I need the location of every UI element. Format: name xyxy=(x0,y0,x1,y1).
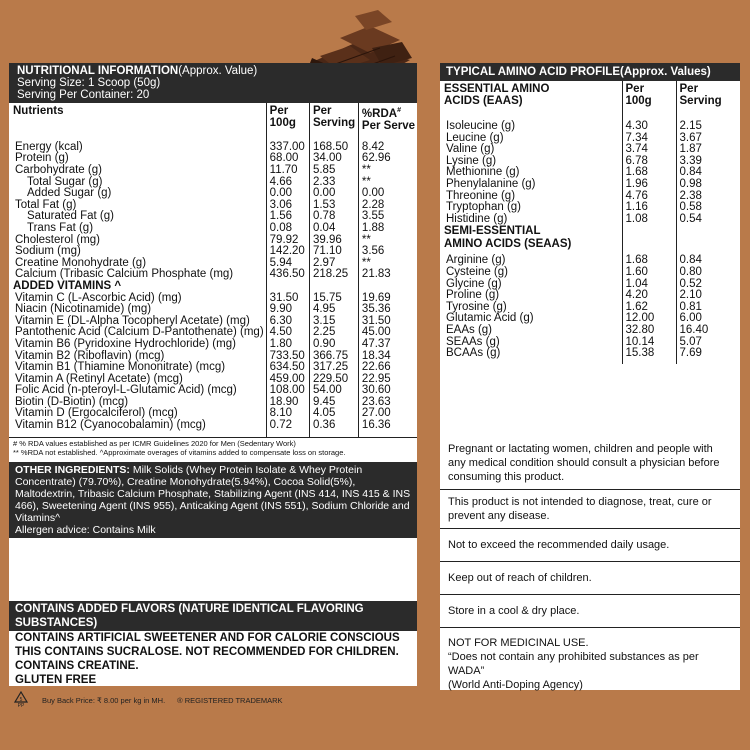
row-value-serving: 4.05 xyxy=(309,408,358,420)
ingredients-label: OTHER INGREDIENTS: xyxy=(15,463,130,476)
row-label: Tyrosine (g) xyxy=(446,300,507,313)
row-label: Vitamin B6 (Pyridoxine Hydrochloride) (mg) xyxy=(15,337,236,350)
row-value-serving: 15.75 xyxy=(309,293,358,305)
table-row xyxy=(9,304,417,316)
row-value-serving: 16.40 xyxy=(676,325,740,337)
row-label: Biotin (D-Biotin) (mcg) xyxy=(15,395,129,408)
row-value-rda: 62.96 xyxy=(358,153,417,165)
row-value-serving: 3.15 xyxy=(309,316,358,328)
row-label: Valine (g) xyxy=(446,143,495,156)
row-value-rda: 2.28 xyxy=(358,200,417,212)
claims-box xyxy=(9,600,417,686)
table-row xyxy=(440,290,740,302)
row-value-serving: 7.69 xyxy=(676,348,740,360)
row-value-rda: ** xyxy=(358,258,417,270)
row-value-rda: 3.56 xyxy=(358,246,417,258)
row-value-serving: 0.81 xyxy=(676,302,740,314)
row-value-serving: 218.25 xyxy=(309,269,358,281)
row-value-serving: 4.95 xyxy=(309,304,358,316)
row-value-serving: 2.38 xyxy=(676,191,740,203)
table-row xyxy=(440,214,740,226)
row-value-rda: 3.55 xyxy=(358,211,417,223)
row-label: Saturated Fat (g) xyxy=(27,210,114,223)
col-serving-b: Serving xyxy=(312,117,356,129)
row-label: Glutamic Acid (g) xyxy=(446,312,534,325)
row-value-serving: 3.67 xyxy=(676,133,740,145)
row-value-per100: 79.92 xyxy=(266,235,309,247)
row-value-per100: 1.68 xyxy=(622,255,676,267)
amino-title-suffix: (Approx. Values) xyxy=(620,66,711,78)
nutrition-table-header xyxy=(9,103,417,132)
row-label: Total Sugar (g) xyxy=(27,175,103,188)
row-value-per100: 634.50 xyxy=(266,362,309,374)
row-label: Sodium (mg) xyxy=(15,245,81,258)
row-label: EAAs (g) xyxy=(446,323,493,336)
table-row xyxy=(440,267,740,279)
col-rda-sup: # xyxy=(397,107,401,114)
table-row xyxy=(9,362,417,374)
footer xyxy=(12,690,432,710)
row-value-rda: 0.00 xyxy=(358,188,417,200)
registered-trademark: ® REGISTERED TRADEMARK xyxy=(177,695,283,705)
row-value-serving: 2.97 xyxy=(309,258,358,270)
nutrition-title: NUTRITIONAL INFORMATION xyxy=(17,65,179,77)
row-value-serving: 5.85 xyxy=(309,165,358,177)
row-label: Pantothenic Acid (Calcium D-Pantothenate) (mg) xyxy=(15,326,264,339)
row-label: Added Sugar (g) xyxy=(27,187,112,200)
row-value-serving: 0.58 xyxy=(676,202,740,214)
col-amino-per100-a: Per xyxy=(625,83,645,95)
row-value-per100: 32.80 xyxy=(622,325,676,337)
col-eaas-b: ACIDS (EAAS) xyxy=(444,95,523,107)
row-value-per100: 459.00 xyxy=(266,374,309,386)
nutrition-panel xyxy=(9,63,417,600)
row-value-per100: 1.04 xyxy=(622,279,676,291)
row-label: Trans Fat (g) xyxy=(27,221,94,234)
note-storage: Store in a cool & dry place. xyxy=(440,595,740,628)
row-value-serving: 34.00 xyxy=(309,153,358,165)
notes-panel xyxy=(440,437,740,690)
table-row xyxy=(440,202,740,214)
row-value-per100: 337.00 xyxy=(266,142,309,154)
row-value-rda: ** xyxy=(358,235,417,247)
row-label: SEAAs (g) xyxy=(446,335,500,348)
row-value-rda: ** xyxy=(358,177,417,189)
row-label: Arginine (g) xyxy=(446,254,506,267)
row-label: Vitamin E (DL-Alpha Tocopheryl Acetate) (mg) xyxy=(15,314,250,327)
ingredients-box xyxy=(9,462,417,538)
row-value-serving: 9.45 xyxy=(309,397,358,409)
table-row xyxy=(9,339,417,351)
claim-sucralose: THIS CONTAINS SUCRALOSE. NOT RECOMMENDED FOR CHILDREN. xyxy=(15,646,399,658)
row-value-per100: 7.34 xyxy=(622,133,676,145)
row-value-serving: 0.36 xyxy=(309,420,358,432)
row-value-rda: 47.37 xyxy=(358,339,417,351)
row-value-per100: 11.70 xyxy=(266,165,309,177)
row-value-rda: 18.34 xyxy=(358,351,417,363)
amino-panel xyxy=(440,63,740,437)
row-value-serving: 2.33 xyxy=(309,177,358,189)
row-value-serving: 1.87 xyxy=(676,144,740,156)
row-value-per100: 18.90 xyxy=(266,397,309,409)
row-value-per100: 0.72 xyxy=(266,420,309,432)
row-label: Total Fat (g) xyxy=(15,198,77,211)
table-row xyxy=(440,179,740,191)
footnote-not-established: ** %RDA not established. ^Approximate overages of vitamins added to compensate loss on storage. xyxy=(13,447,346,457)
row-value-per100: 1.56 xyxy=(266,211,309,223)
buyback-price: Buy Back Price: ₹ 8.00 per kg in MH. xyxy=(42,695,166,705)
semi-heading-row xyxy=(440,225,740,251)
table-row xyxy=(9,420,417,432)
row-label: Lysine (g) xyxy=(446,154,497,167)
row-value-serving: 54.00 xyxy=(309,385,358,397)
nutrition-table xyxy=(9,103,417,437)
row-value-per100: 8.10 xyxy=(266,408,309,420)
row-value-rda: ** xyxy=(358,165,417,177)
row-label: Threonine (g) xyxy=(446,189,516,202)
table-row xyxy=(440,121,740,133)
note-children: Keep out of reach of children. xyxy=(440,562,740,595)
row-value-per100: 1.08 xyxy=(622,214,676,226)
row-label: Tryptophan (g) xyxy=(446,201,521,214)
row-label: Calcium (Tribasic Calcium Phosphate (mg) xyxy=(15,268,234,281)
table-row xyxy=(440,325,740,337)
row-value-serving: 0.04 xyxy=(309,223,358,235)
row-value-rda: 21.83 xyxy=(358,269,417,281)
row-value-rda: 27.00 xyxy=(358,408,417,420)
row-value-serving: 0.78 xyxy=(309,211,358,223)
claim-flavors: CONTAINS ADDED FLAVORS (NATURE IDENTICAL FLAVORING SUBSTANCES) xyxy=(9,601,417,631)
row-value-per100: 3.06 xyxy=(266,200,309,212)
nutrition-header xyxy=(9,63,417,103)
row-value-rda: 31.50 xyxy=(358,316,417,328)
svg-text:5: 5 xyxy=(19,697,23,703)
row-value-per100: 15.38 xyxy=(622,348,676,360)
note-wada-line1: “Does not contain any prohibited substances as per WADA” xyxy=(448,651,699,677)
row-value-per100: 0.08 xyxy=(266,223,309,235)
row-value-rda: 45.00 xyxy=(358,327,417,339)
row-value-per100: 733.50 xyxy=(266,351,309,363)
row-value-per100: 4.66 xyxy=(266,177,309,189)
note-medicinal: NOT FOR MEDICINAL USE. xyxy=(448,637,589,649)
row-value-serving: 1.53 xyxy=(309,200,358,212)
row-label: Vitamin C (L-Ascorbic Acid) (mg) xyxy=(15,291,182,304)
vitamins-heading-row xyxy=(9,281,417,293)
col-eaas-a: ESSENTIAL AMINO xyxy=(444,83,550,95)
row-value-serving: 229.50 xyxy=(309,374,358,386)
row-label: Methionine (g) xyxy=(446,166,520,179)
row-value-serving: 0.84 xyxy=(676,255,740,267)
claim-gluten-free: GLUTEN FREE xyxy=(15,674,97,686)
row-value-per100: 436.50 xyxy=(266,269,309,281)
row-label: Isoleucine (g) xyxy=(446,120,516,132)
row-value-serving: 5.07 xyxy=(676,337,740,349)
row-value-rda: 35.36 xyxy=(358,304,417,316)
row-value-per100: 10.14 xyxy=(622,337,676,349)
row-value-per100: 4.50 xyxy=(266,327,309,339)
recycle-icon xyxy=(12,691,30,709)
amino-header xyxy=(440,63,740,81)
row-value-rda: 22.66 xyxy=(358,362,417,374)
nutrition-title-suffix: (Approx. Value) xyxy=(178,65,258,77)
row-value-per100: 1.80 xyxy=(266,339,309,351)
row-value-serving: 39.96 xyxy=(309,235,358,247)
semi-rows xyxy=(440,255,740,359)
table-row xyxy=(440,348,740,360)
row-value-per100: 4.30 xyxy=(622,121,676,133)
servings-per-container: Serving Per Container: 20 xyxy=(17,89,150,101)
row-label: Protein (g) xyxy=(15,152,69,165)
row-value-serving: 2.10 xyxy=(676,290,740,302)
row-value-rda: 16.36 xyxy=(358,420,417,432)
col-nutrients: Nutrients xyxy=(13,105,64,117)
col-rda-a: %RDA xyxy=(361,107,398,120)
amino-table-header xyxy=(440,81,740,107)
col-amino-serving-b: Serving xyxy=(679,95,722,107)
row-value-per100: 68.00 xyxy=(266,153,309,165)
col-amino-serving-a: Per xyxy=(679,83,699,95)
row-value-per100: 0.00 xyxy=(266,188,309,200)
semi-heading-a: SEMI-ESSENTIAL xyxy=(444,225,541,238)
row-label: Histidine (g) xyxy=(446,212,508,225)
row-value-rda: 23.63 xyxy=(358,397,417,409)
row-value-serving: 0.84 xyxy=(676,167,740,179)
col-serving-a: Per xyxy=(312,105,332,117)
row-value-serving: 317.25 xyxy=(309,362,358,374)
row-label: Phenylalanine (g) xyxy=(446,177,536,190)
amino-table xyxy=(440,81,740,364)
row-value-serving: 71.10 xyxy=(309,246,358,258)
row-value-rda: 1.88 xyxy=(358,223,417,235)
row-value-serving: 0.98 xyxy=(676,179,740,191)
note-wada xyxy=(440,628,740,697)
claim-creatine: CONTAINS CREATINE. xyxy=(15,660,139,672)
amino-title: TYPICAL AMINO ACID PROFILE xyxy=(446,66,620,78)
row-label: Vitamin A (Retinyl Acetate) (mcg) xyxy=(15,372,183,385)
row-value-per100: 9.90 xyxy=(266,304,309,316)
row-value-rda: 19.69 xyxy=(358,293,417,305)
row-label: Niacin (Nicotinamide) (mg) xyxy=(15,303,152,316)
row-label: Vitamin B1 (Thiamine Mononitrate) (mcg) xyxy=(15,361,226,374)
row-label: Energy (kcal) xyxy=(15,140,83,153)
row-value-serving: 0.54 xyxy=(676,214,740,226)
row-label: Proline (g) xyxy=(446,289,500,302)
note-dosage: Not to exceed the recommended daily usage. xyxy=(440,529,740,562)
row-value-rda: 22.95 xyxy=(358,374,417,386)
row-label: Carbohydrate (g) xyxy=(15,164,102,177)
row-value-rda: 8.42 xyxy=(358,142,417,154)
note-not-intended: This product is not intended to diagnose, treat, cure or prevent any disease. xyxy=(440,490,740,529)
row-value-per100: 142.20 xyxy=(266,246,309,258)
essential-rows xyxy=(440,121,740,225)
row-value-per100: 1.60 xyxy=(622,267,676,279)
row-value-per100: 1.68 xyxy=(622,167,676,179)
nutrient-rows xyxy=(9,142,417,281)
row-value-per100: 1.16 xyxy=(622,202,676,214)
table-row xyxy=(9,165,417,177)
row-label: Vitamin B12 (Cyanocobalamin) (mcg) xyxy=(15,419,206,432)
row-value-serving: 366.75 xyxy=(309,351,358,363)
row-value-serving: 168.50 xyxy=(309,142,358,154)
row-value-per100: 6.78 xyxy=(622,156,676,168)
row-label: BCAAs (g) xyxy=(446,347,501,360)
row-label: Leucine (g) xyxy=(446,131,504,144)
claim-sweetener: CONTAINS ARTIFICIAL SWEETENER AND FOR CALORIE CONSCIOUS xyxy=(15,632,400,644)
note-wada-line2: (World Anti-Doping Agency) xyxy=(448,679,583,691)
row-label: Cholesterol (mg) xyxy=(15,233,100,246)
row-value-per100: 1.62 xyxy=(622,302,676,314)
note-pregnant: Pregnant or lactating women, children and people with any medical condition should consult a physician before consuming this product. xyxy=(440,437,740,490)
row-label: Cysteine (g) xyxy=(446,265,508,278)
allergen-advice: Allergen advice: Contains Milk xyxy=(15,523,156,536)
row-value-serving: 0.00 xyxy=(309,188,358,200)
row-label: Glycine (g) xyxy=(446,277,502,290)
semi-heading-b: AMINO ACIDS (SEAAS) xyxy=(444,238,572,251)
row-value-per100: 6.30 xyxy=(266,316,309,328)
serving-size: Serving Size: 1 Scoop (50g) xyxy=(17,77,161,89)
col-per100-a: Per xyxy=(269,105,289,117)
row-value-per100: 31.50 xyxy=(266,293,309,305)
row-value-serving: 0.80 xyxy=(676,267,740,279)
footnote-rda: # % RDA values established as per ICMR Guidelines 2020 for Men (Sedentary Work) xyxy=(13,438,296,448)
col-per100-b: 100g xyxy=(269,117,296,129)
table-row xyxy=(9,223,417,235)
row-value-per100: 1.96 xyxy=(622,179,676,191)
row-value-serving: 2.15 xyxy=(676,121,740,133)
row-value-per100: 3.74 xyxy=(622,144,676,156)
row-value-per100: 5.94 xyxy=(266,258,309,270)
row-label: Creatine Monohydrate (g) xyxy=(15,256,147,269)
row-value-per100: 12.00 xyxy=(622,313,676,325)
row-value-serving: 0.52 xyxy=(676,279,740,291)
row-value-per100: 4.20 xyxy=(622,290,676,302)
col-amino-per100-b: 100g xyxy=(625,95,652,107)
table-row xyxy=(9,142,417,154)
vitamins-heading: ADDED VITAMINS ^ xyxy=(13,279,122,292)
recycle-label: PP xyxy=(17,703,25,709)
row-value-serving: 0.90 xyxy=(309,339,358,351)
row-value-serving: 3.39 xyxy=(676,156,740,168)
row-value-serving: 2.25 xyxy=(309,327,358,339)
row-value-rda: 30.60 xyxy=(358,385,417,397)
vitamin-rows xyxy=(9,293,417,432)
ingredients-text: Milk Solids (Whey Protein Isolate & Whey Protein Concentrate) (79.70%), Creatine Monohydrate(5.94%), Cocoa Solid(5%), Maltodextrin, Tribasic Calcium Phosphate, Stabilizing Agent (INS 414, INS 415 & INS 466), Sweetening Agent (INS 955), Anticaking Agent (INS 551), Sodium Chloride and Vitamins^ xyxy=(15,463,411,524)
col-rda-b: Per Serve xyxy=(361,119,415,132)
row-value-per100: 108.00 xyxy=(266,385,309,397)
row-label: Vitamin D (Ergocalciferol) (mcg) xyxy=(15,407,178,420)
row-label: Vitamin B2 (Riboflavin) (mcg) xyxy=(15,349,165,362)
row-value-serving: 6.00 xyxy=(676,313,740,325)
row-label: Folic Acid (n-pteroyl-L-Glutamic Acid) (mcg) xyxy=(15,384,237,397)
row-value-per100: 4.76 xyxy=(622,191,676,203)
